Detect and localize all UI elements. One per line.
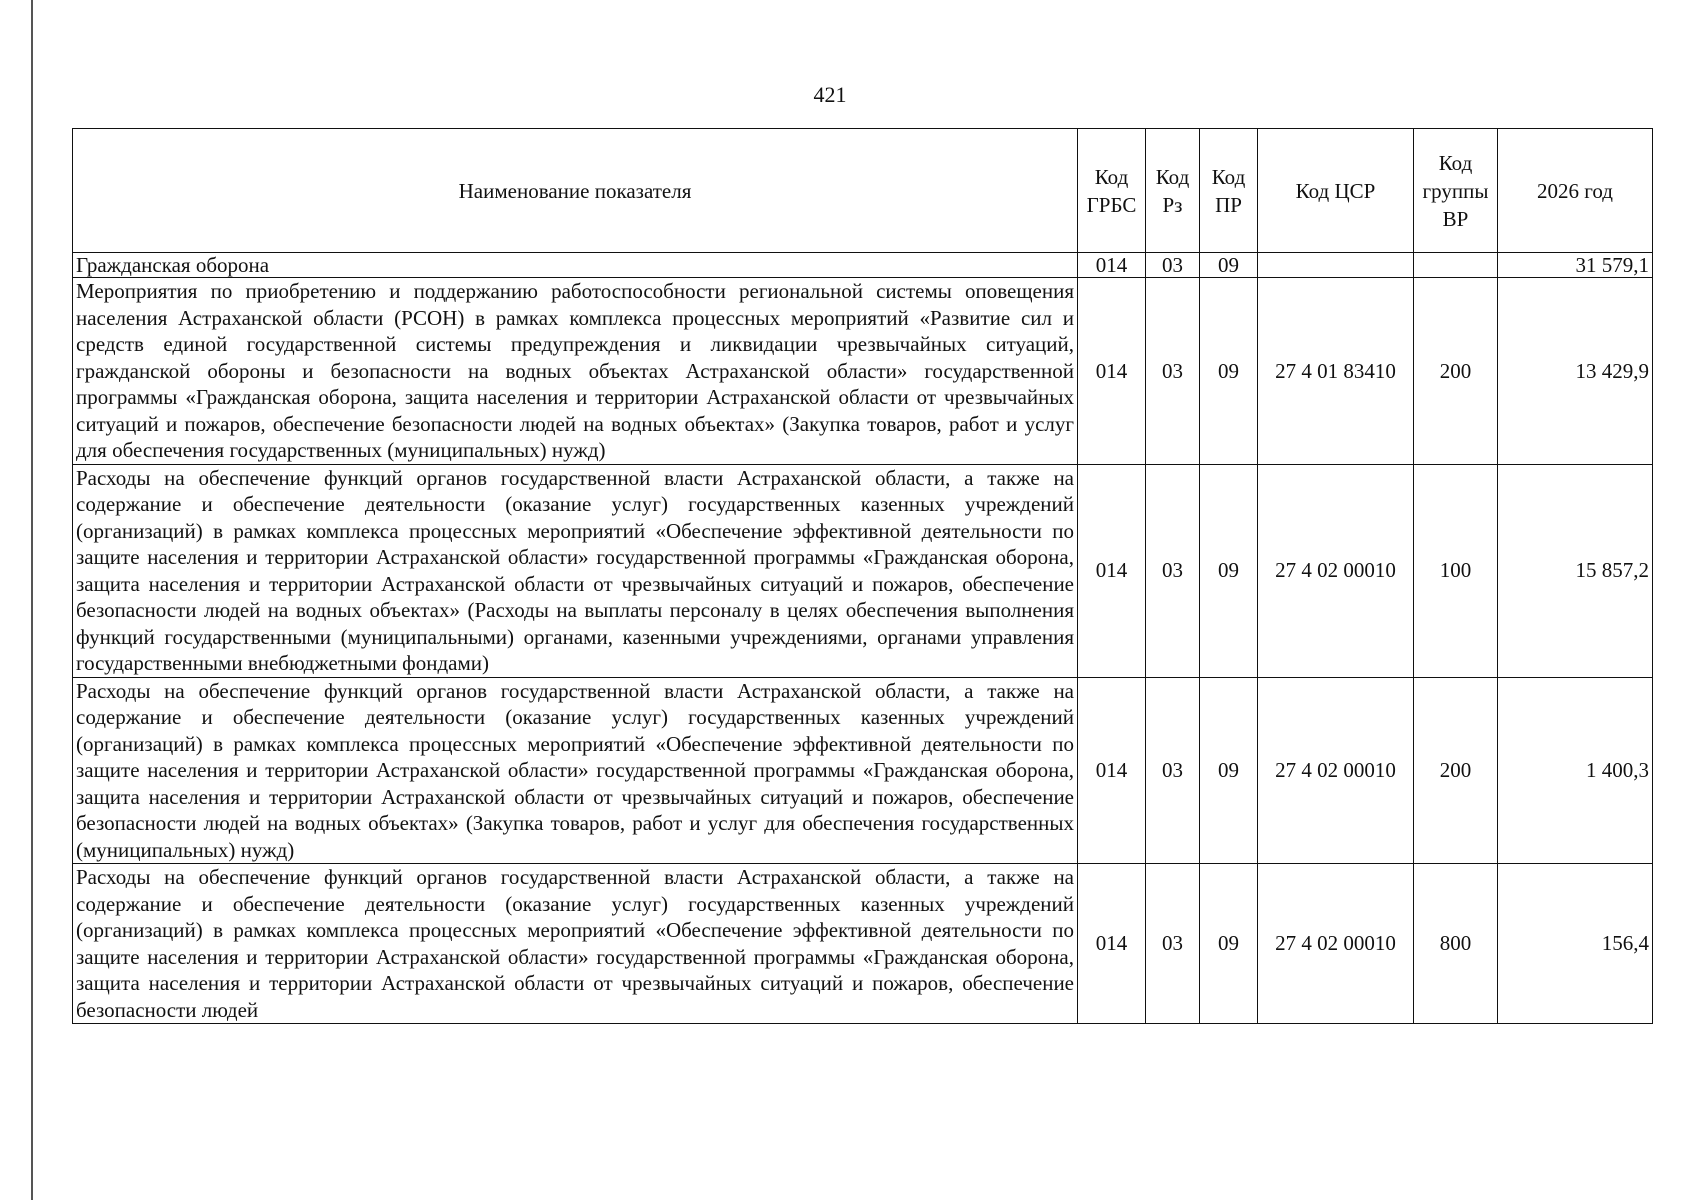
row-name: Расходы на обеспечение функций органов государственной власти Астраханской области, а также на содержание и обеспечение деятельности (оказание услуг) государственных казенных учреждений (организаций) в рамках комплекса процессных мероприятий «Обеспечение эффективной деятельности по защите населения и территории Астраханской области» государственной программы «Гражданская оборона, защита населения и территории Астраханской области от чрезвычайных ситуаций и пожаров, обеспечение безопасности людей <box>73 864 1078 1024</box>
page-number: 421 <box>813 82 847 107</box>
row-grbs: 014 <box>1078 464 1146 677</box>
table-row <box>73 278 1653 465</box>
budget-table <box>72 128 1653 1024</box>
row-csr <box>1258 253 1414 278</box>
row-name: Мероприятия по приобретению и поддержанию работоспособности региональной системы оповещения населения Астраханской области (РСОН) в рамках комплекса процессных мероприятий «Развитие сил и средств единой государственной системы предупреждения и ликвидации чрезвычайных ситуаций, гражданской обороны и безопасности на водных объектах Астраханской области» государственной программы «Гражданская оборона, защита населения и территории Астраханской области от чрезвычайных ситуаций и пожаров, обеспечение безопасности людей на водных объектах» (Закупка товаров, работ и услуг для обеспечения государственных (муниципальных) нужд) <box>73 278 1078 465</box>
row-rz: 03 <box>1146 253 1200 278</box>
row-vr: 800 <box>1414 864 1498 1024</box>
binding-margin-line <box>31 0 33 1200</box>
table-row <box>73 677 1653 864</box>
row-rz: 03 <box>1146 677 1200 864</box>
table-row <box>73 864 1653 1024</box>
row-rz: 03 <box>1146 864 1200 1024</box>
table-header-row <box>73 129 1653 253</box>
row-csr: 27 4 02 00010 <box>1258 864 1414 1024</box>
row-pr: 09 <box>1200 677 1258 864</box>
header-grbs: Код ГРБС <box>1078 129 1146 253</box>
header-csr: Код ЦСР <box>1258 129 1414 253</box>
row-rz: 03 <box>1146 278 1200 465</box>
row-name: Гражданская оборона <box>73 253 1078 278</box>
header-pr: Код ПР <box>1200 129 1258 253</box>
row-pr: 09 <box>1200 278 1258 465</box>
row-pr: 09 <box>1200 864 1258 1024</box>
row-rz: 03 <box>1146 464 1200 677</box>
header-year: 2026 год <box>1498 129 1653 253</box>
header-vr: Код группы ВР <box>1414 129 1498 253</box>
header-rz: Код Рз <box>1146 129 1200 253</box>
table-row <box>73 464 1653 677</box>
header-name: Наименование показателя <box>73 129 1078 253</box>
row-amount: 15 857,2 <box>1498 464 1653 677</box>
row-grbs: 014 <box>1078 677 1146 864</box>
row-amount: 13 429,9 <box>1498 278 1653 465</box>
row-amount: 156,4 <box>1498 864 1653 1024</box>
row-vr: 100 <box>1414 464 1498 677</box>
row-csr: 27 4 02 00010 <box>1258 464 1414 677</box>
row-grbs: 014 <box>1078 278 1146 465</box>
row-name: Расходы на обеспечение функций органов государственной власти Астраханской области, а также на содержание и обеспечение деятельности (оказание услуг) государственных казенных учреждений (организаций) в рамках комплекса процессных мероприятий «Обеспечение эффективной деятельности по защите населения и территории Астраханской области» государственной программы «Гражданская оборона, защита населения и территории Астраханской области от чрезвычайных ситуаций и пожаров, обеспечение безопасности людей на водных объектах» (Расходы на выплаты персоналу в целях обеспечения выполнения функций государственными (муниципальными) органами, казенными учреждениями, органами управления государственными внебюджетными фондами) <box>73 464 1078 677</box>
row-pr: 09 <box>1200 464 1258 677</box>
row-vr: 200 <box>1414 278 1498 465</box>
row-grbs: 014 <box>1078 253 1146 278</box>
row-csr: 27 4 02 00010 <box>1258 677 1414 864</box>
row-grbs: 014 <box>1078 864 1146 1024</box>
row-csr: 27 4 01 83410 <box>1258 278 1414 465</box>
row-pr: 09 <box>1200 253 1258 278</box>
row-name: Расходы на обеспечение функций органов государственной власти Астраханской области, а также на содержание и обеспечение деятельности (оказание услуг) государственных казенных учреждений (организаций) в рамках комплекса процессных мероприятий «Обеспечение эффективной деятельности по защите населения и территории Астраханской области» государственной программы «Гражданская оборона, защита населения и территории Астраханской области от чрезвычайных ситуаций и пожаров, обеспечение безопасности людей на водных объектах» (Закупка товаров, работ и услуг для обеспечения государственных (муниципальных) нужд) <box>73 677 1078 864</box>
row-vr: 200 <box>1414 677 1498 864</box>
table-row <box>73 253 1653 278</box>
row-amount: 31 579,1 <box>1498 253 1653 278</box>
row-vr <box>1414 253 1498 278</box>
row-amount: 1 400,3 <box>1498 677 1653 864</box>
